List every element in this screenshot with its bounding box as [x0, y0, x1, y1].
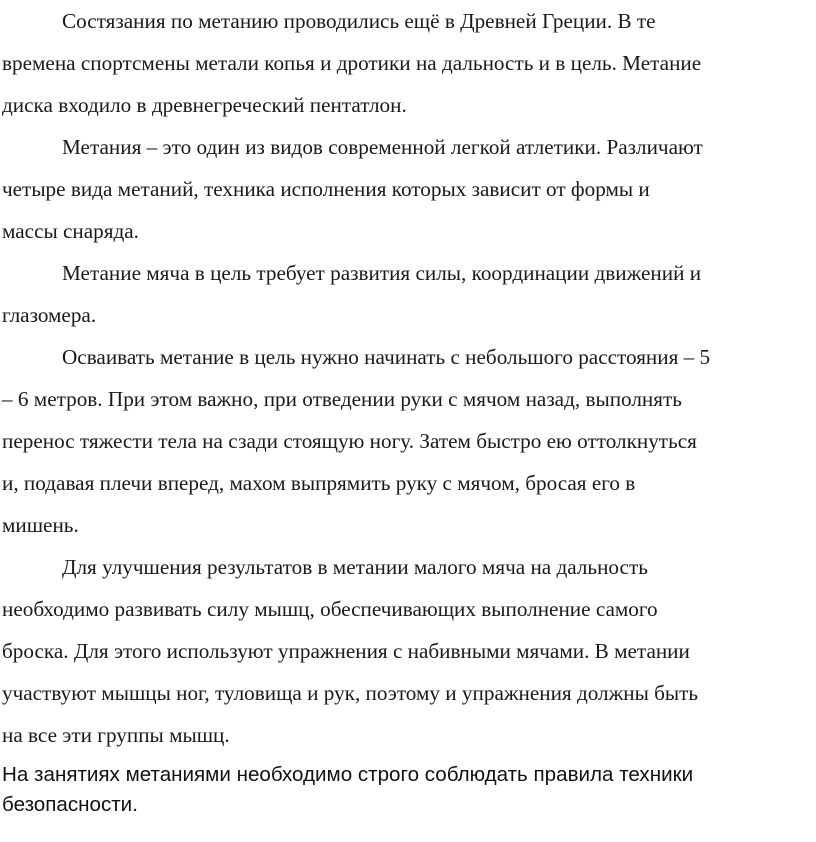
text-line: Осваивать метание в цель нужно начинать с небольшого расстояния – 5 — [62, 345, 711, 369]
text-line: и, подавая плечи вперед, махом выпрямить руку с мячом, бросая его в — [2, 471, 636, 495]
paragraph-target-throw — [2, 252, 810, 336]
text-line: Метание мяча в цель требует развития силы, координации движений и — [62, 261, 702, 285]
text-line: безопасности. — [2, 793, 138, 816]
text-line: глазомера. — [2, 303, 97, 327]
paragraph-distance-throw — [2, 546, 810, 756]
text-line: Метания – это один из видов современной легкой атлетики. Различают — [62, 135, 703, 159]
text-line: участвуют мышцы ног, туловища и рук, поэтому и упражнения должны быть — [2, 681, 699, 705]
text-line: четыре вида метаний, техника исполнения которых зависит от формы и — [2, 177, 650, 201]
paragraph-history — [2, 0, 810, 126]
text-line: на все эти группы мышц. — [2, 723, 230, 747]
text-line: времена спортсмены метали копья и дротики на дальность и в цель. Метание — [2, 51, 702, 75]
document-body — [2, 0, 810, 756]
paragraph-definition — [2, 126, 810, 252]
text-line: На занятиях метаниями необходимо строго соблюдать правила техники — [2, 763, 694, 786]
text-line: перенос тяжести тела на сзади стоящую ногу. Затем быстро ею оттолкнуться — [2, 429, 697, 453]
text-line: – 6 метров. При этом важно, при отведении руки с мячом назад, выполнять — [2, 387, 682, 411]
text-line: броска. Для этого используют упражнения с набивными мячами. В метании — [2, 639, 690, 663]
text-line: Состязания по метанию проводились ещё в Древней Греции. В те — [62, 9, 656, 33]
paragraph-technique — [2, 336, 810, 546]
text-line: диска входило в древнегреческий пентатлон. — [2, 93, 407, 117]
text-line: мишень. — [2, 513, 79, 537]
text-line: необходимо развивать силу мышц, обеспечивающих выполнение самого — [2, 597, 658, 621]
text-line: Для улучшения результатов в метании малого мяча на дальность — [62, 555, 648, 579]
paragraph-safety — [2, 760, 810, 820]
text-line: массы снаряда. — [2, 219, 139, 243]
